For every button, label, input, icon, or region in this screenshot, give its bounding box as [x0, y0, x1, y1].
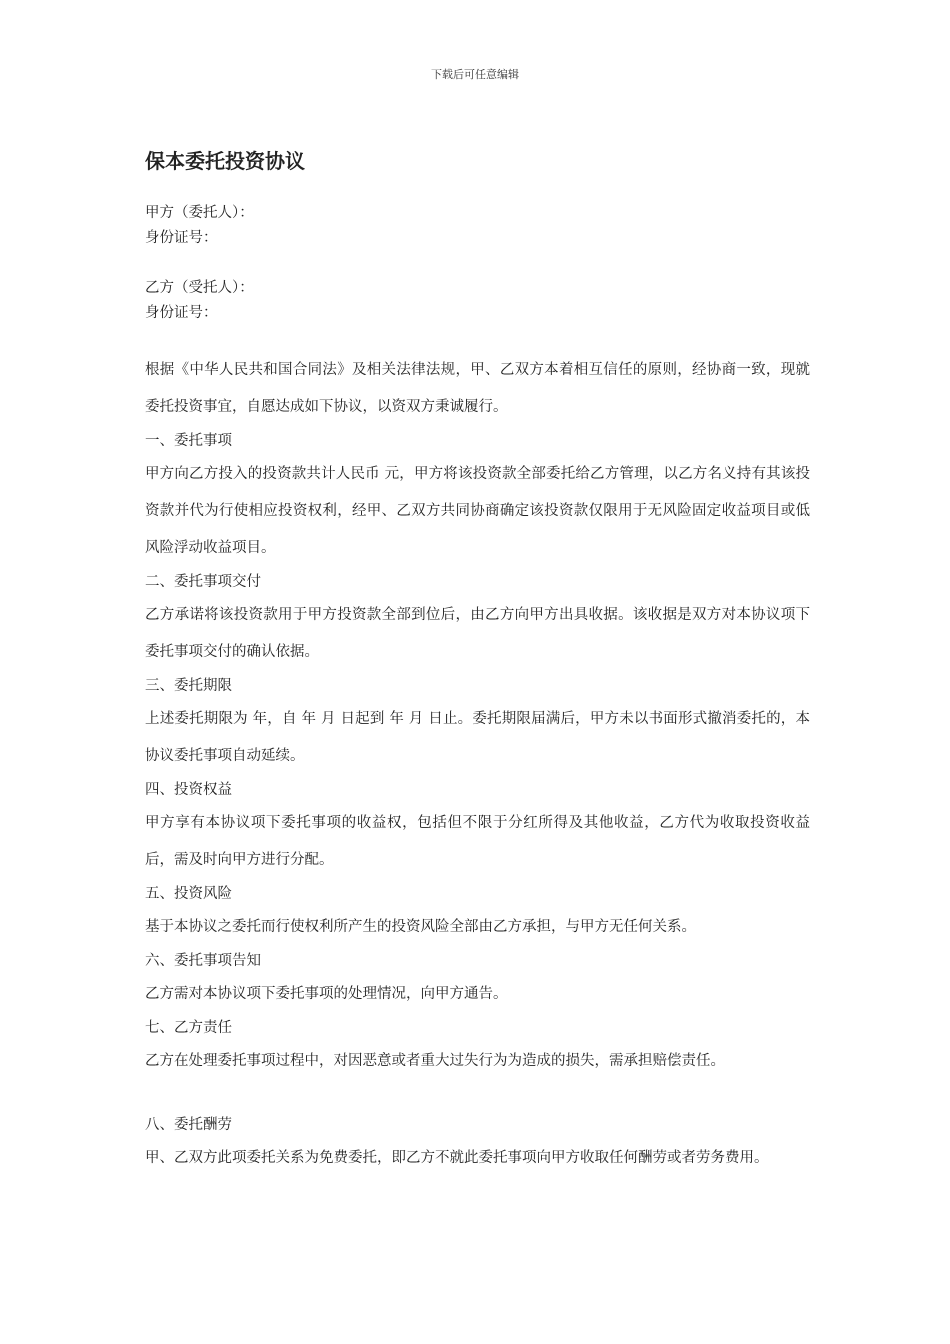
- party-a-id-label: 身份证号：: [145, 230, 218, 246]
- section-heading: 一、委托事项: [145, 433, 232, 449]
- party-a-label: 甲方（委托人）：: [145, 205, 254, 221]
- party-b-label: 乙方（受托人）：: [145, 280, 254, 296]
- section-heading: 五、投资风险: [145, 886, 232, 902]
- document-title: 保本委托投资协议: [145, 149, 305, 173]
- section-body: 乙方承诺将该投资款用于甲方投资款全部到位后，由乙方向甲方出具收据。该收据是双方对本协议项下委托事项交付的确认依据。: [145, 607, 810, 660]
- document-body: [145, 146, 810, 1177]
- section-body: 乙方需对本协议项下委托事项的处理情况，向甲方通告。: [145, 986, 508, 1002]
- section-body: 上述委托期限为 年，自 年 月 日起到 年 月 日止。委托期限届满后，甲方未以书面形式撤消委托的，本协议委托事项自动延续。: [145, 711, 810, 764]
- section-heading: 七、乙方责任: [145, 1020, 232, 1036]
- section-body: 乙方在处理委托事项过程中，对因恶意或者重大过失行为为造成的损失，需承担赔偿责任。: [145, 1053, 725, 1069]
- section-body: 甲方享有本协议项下委托事项的收益权，包括但不限于分红所得及其他收益，乙方代为收取投资收益后，需及时向甲方进行分配。: [145, 815, 810, 868]
- section-heading: 二、委托事项交付: [145, 574, 261, 590]
- section-heading: 八、委托酬劳: [145, 1117, 232, 1133]
- section-heading: 四、投资权益: [145, 782, 232, 798]
- page-header-note: 下载后可任意编辑: [431, 68, 519, 81]
- section-heading: 三、委托期限: [145, 678, 232, 694]
- party-b-id-label: 身份证号：: [145, 305, 218, 321]
- section-body: 甲方向乙方投入的投资款共计人民币 元，甲方将该投资款全部委托给乙方管理，以乙方名义持有其该投资款并代为行使相应投资权利，经甲、乙双方共同协商确定该投资款仅限用于无风险固定收益项目或低风险浮动收益项目。: [145, 466, 810, 556]
- section-body: 基于本协议之委托而行使权利所产生的投资风险全部由乙方承担，与甲方无任何关系。: [145, 919, 696, 935]
- intro-paragraph: 根据《中华人民共和国合同法》及相关法律法规，甲、乙双方本着相互信任的原则，经协商一致，现就委托投资事宜，自愿达成如下协议，以资双方秉诚履行。: [145, 362, 810, 415]
- section-heading: 六、委托事项告知: [145, 953, 261, 969]
- section-body: 甲、乙双方此项委托关系为免费委托，即乙方不就此委托事项向甲方收取任何酬劳或者劳务费用。: [145, 1150, 769, 1166]
